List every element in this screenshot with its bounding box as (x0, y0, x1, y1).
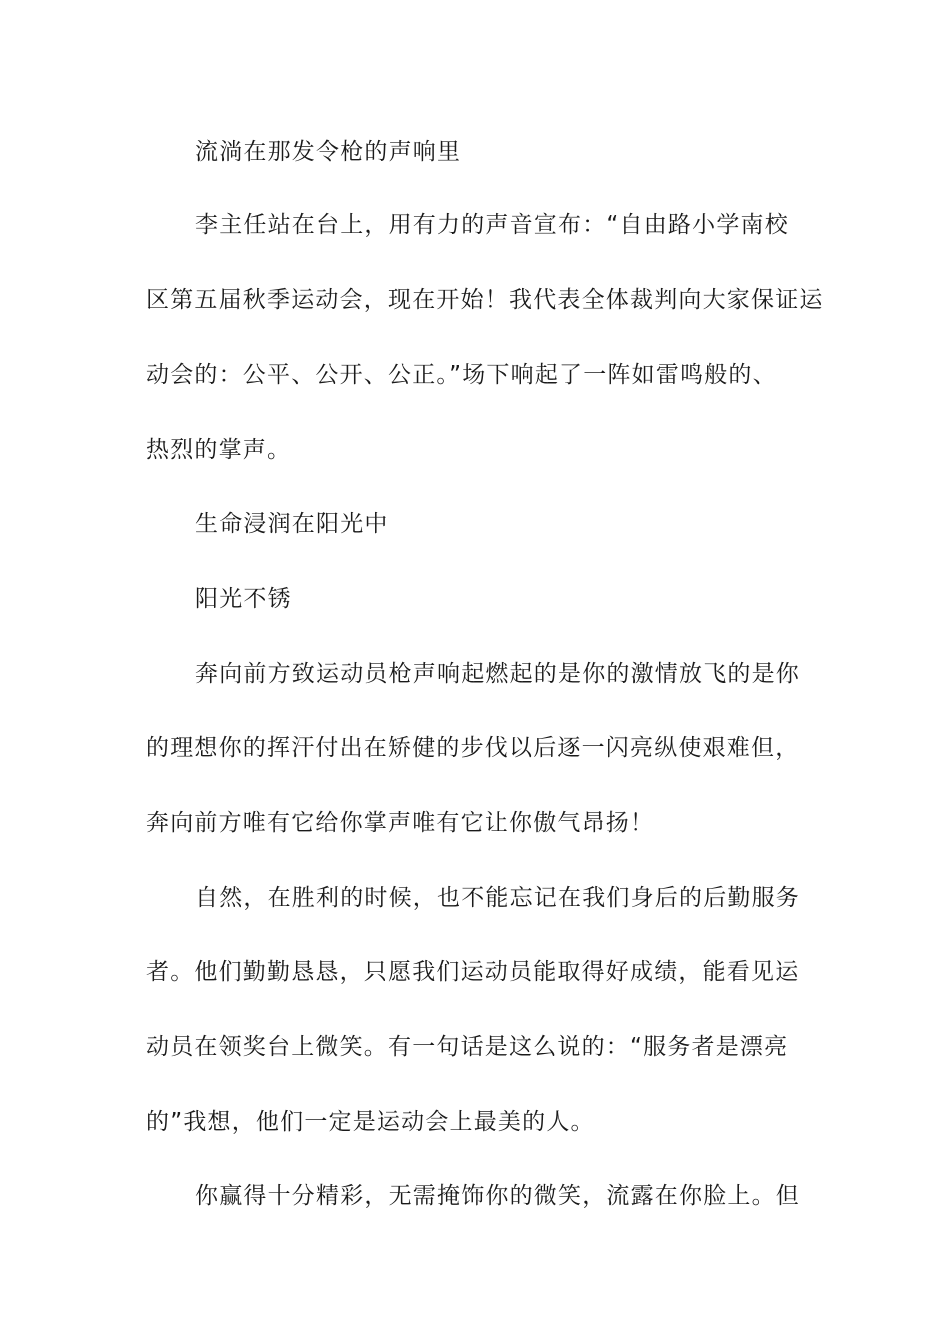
text-line-content: 区第五届秋季运动会，现在开始！我代表全体裁判向大家保证运 (146, 287, 824, 313)
text-line-content: 的理想你的挥汗付出在矫健的步伐以后逐一闪亮纵使艰难但， (146, 735, 800, 761)
text-line-content: 奔向前方唯有它给你掌声唯有它让你傲气昂扬！ (146, 810, 655, 836)
text-line-content: 生命浸润在阳光中 (195, 511, 389, 537)
text-line-content: 李主任站在台上，用有力的声音宣布：“自由路小学南校 (195, 212, 789, 238)
text-line-content: 动员在领奖台上微笑。有一句话是这么说的：“服务者是漂亮 (146, 1034, 789, 1060)
text-line-content: 自然，在胜利的时候，也不能忘记在我们身后的后勤服务 (195, 885, 800, 911)
text-line-content: 流淌在那发令枪的声响里 (195, 139, 462, 165)
text-line-content: 阳光不锈 (195, 586, 292, 612)
text-line-content: 的”我想，他们一定是运动会上最美的人。 (146, 1109, 595, 1135)
text-line-content: 热烈的掌声。 (146, 437, 292, 463)
text-line-content: 动会的：公平、公开、公正。”场下响起了一阵如雷鸣般的、 (146, 362, 777, 388)
text-line-content: 者。他们勤勤恳恳，只愿我们运动员能取得好成绩，能看见运 (146, 959, 800, 985)
text-line-content: 你赢得十分精彩，无需掩饰你的微笑，流露在你脸上。但 (195, 1183, 800, 1209)
text-line-content: 奔向前方致运动员枪声响起燃起的是你的激情放飞的是你 (195, 661, 800, 687)
